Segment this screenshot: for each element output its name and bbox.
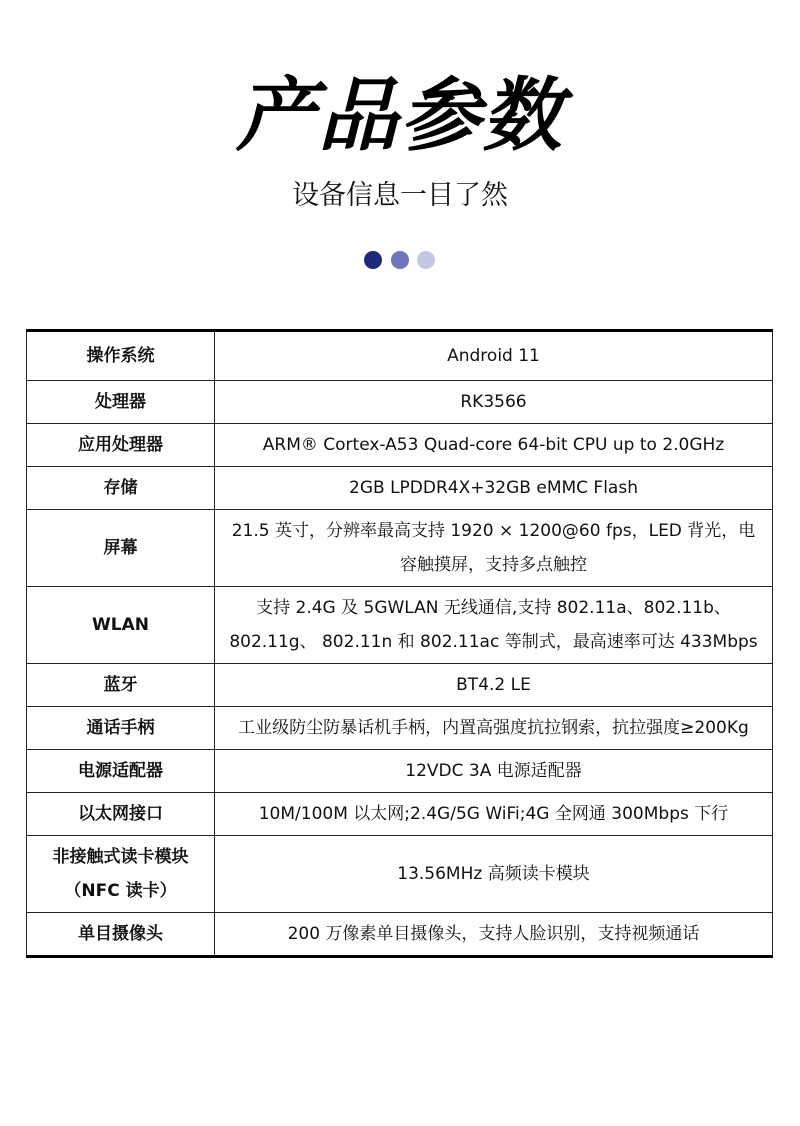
spec-label: 单目摄像头 [27,913,215,957]
spec-value: 21.5 英寸，分辨率最高支持 1920 × 1200@60 fps，LED 背光，电容触摸屏，支持多点触控 [215,510,773,587]
spec-table [26,329,773,958]
spec-value: Android 11 [215,331,773,381]
spec-label: 存储 [27,467,215,510]
spec-label: 应用处理器 [27,424,215,467]
dot-indicator [364,251,382,269]
dot-indicator [391,251,409,269]
spec-label: 以太网接口 [27,793,215,836]
spec-value: 2GB LPDDR4X+32GB eMMC Flash [215,467,773,510]
table-row [27,467,773,510]
page-subtitle: 设备信息一目了然 [292,180,508,211]
table-row [27,510,773,587]
spec-value: 200 万像素单目摄像头，支持人脸识别，支持视频通话 [215,913,773,957]
spec-label: 屏幕 [27,510,215,587]
spec-label: 操作系统 [27,331,215,381]
dot-indicator [417,251,435,269]
spec-label: WLAN [27,587,215,664]
spec-value: ARM® Cortex-A53 Quad-core 64-bit CPU up to 2.0GHz [215,424,773,467]
spec-value: 12VDC 3A 电源适配器 [215,750,773,793]
spec-label: 电源适配器 [27,750,215,793]
spec-value: RK3566 [215,381,773,424]
table-row [27,793,773,836]
table-row [27,424,773,467]
page-title: 产品参数 [236,69,564,162]
spec-value: 13.56MHz 高频读卡模块 [215,836,773,913]
table-row [27,913,773,957]
table-row [27,750,773,793]
table-row [27,664,773,707]
table-row [27,587,773,664]
spec-value: 支持 2.4G 及 5GWLAN 无线通信,支持 802.11a、802.11b、802.11g、 802.11n 和 802.11ac 等制式，最高速率可达 433Mbps [215,587,773,664]
table-row [27,331,773,381]
spec-value: 工业级防尘防暴话机手柄，内置高强度抗拉钢索，抗拉强度≥200Kg [215,707,773,750]
spec-label: 非接触式读卡模块（NFC 读卡） [27,836,215,913]
spec-label: 蓝牙 [27,664,215,707]
spec-value: 10M/100M 以太网;2.4G/5G WiFi;4G 全网通 300Mbps 下行 [215,793,773,836]
table-row [27,707,773,750]
table-row [27,836,773,913]
spec-value: BT4.2 LE [215,664,773,707]
spec-label: 处理器 [27,381,215,424]
table-row [27,381,773,424]
spec-label: 通话手柄 [27,707,215,750]
